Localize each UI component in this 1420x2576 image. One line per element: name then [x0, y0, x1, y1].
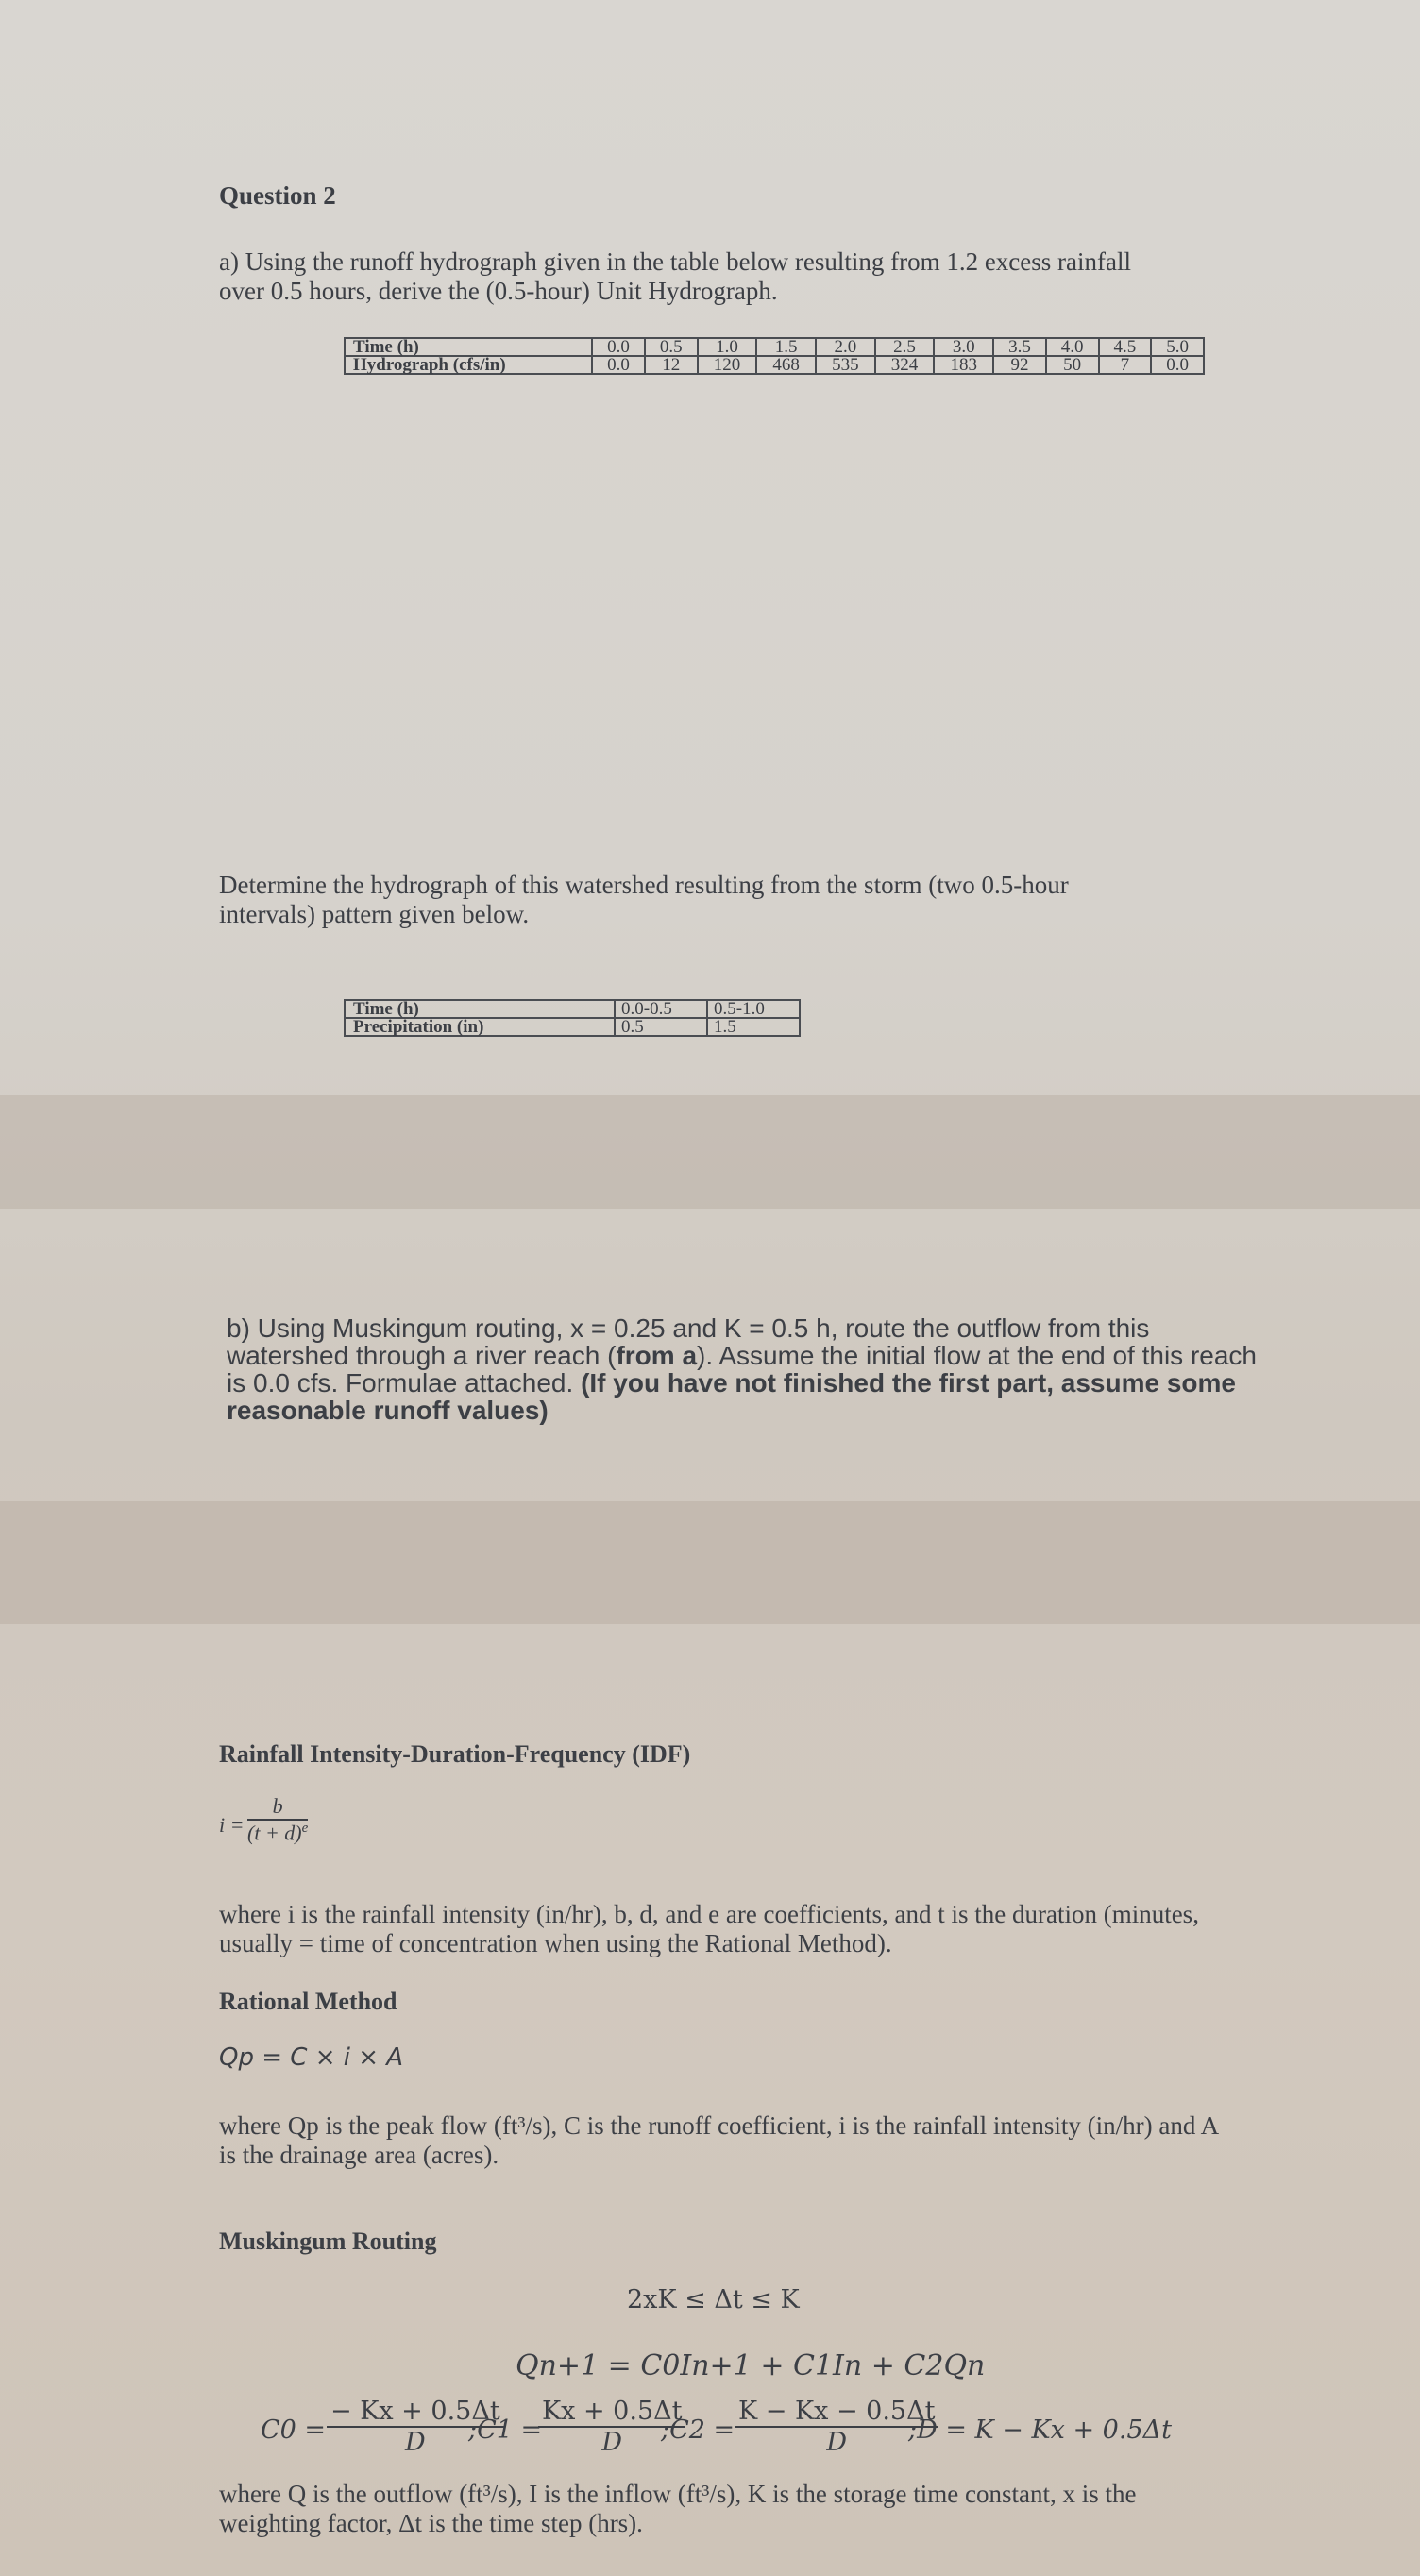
part-b-text [227, 1314, 1257, 1424]
precipitation-header: Precipitation (in) [345, 1018, 615, 1036]
c2-denominator: D [826, 2428, 848, 2457]
part-a-intro-line1: a) Using the runoff hydrograph given in the table below resulting from 1.2 excess rainfall [219, 247, 1131, 276]
rational-desc-line1: where Qp is the peak flow (ft³/s), C is the runoff coefficient, i is the rainfall intensity (in/hr) and A [219, 2111, 1220, 2140]
precip-cell: 1.5 [707, 1018, 800, 1036]
precipitation-table [344, 999, 801, 1037]
time-header: Time (h) [345, 1000, 615, 1018]
time-cell: 3.5 [993, 338, 1046, 356]
idf-numerator: b [247, 1794, 308, 1821]
flow-cell: 324 [875, 356, 935, 374]
part-b-line4: reasonable runoff values) [227, 1396, 549, 1425]
rational-formula: Qp = C × i × A [219, 2043, 404, 2072]
muskingum-constraint: 2xK ≤ Δt ≤ K [627, 2285, 800, 2314]
time-header: Time (h) [345, 338, 592, 356]
idf-fraction [247, 1794, 308, 1845]
time-cell: 1.5 [756, 338, 816, 356]
table-row [345, 356, 1204, 374]
rational-desc-line2: is the drainage area (acres). [219, 2141, 499, 2169]
flow-cell: 183 [934, 356, 993, 374]
flow-cell: 535 [816, 356, 875, 374]
part-a-intro-line2: over 0.5 hours, derive the (0.5-hour) Unit Hydrograph. [219, 277, 778, 305]
part-a-intro [219, 247, 1131, 306]
flow-cell: 92 [993, 356, 1046, 374]
time-cell: 4.5 [1099, 338, 1152, 356]
time-cell: 3.0 [934, 338, 993, 356]
flow-cell: 120 [698, 356, 757, 374]
flow-cell: 12 [645, 356, 698, 374]
idf-exponent: e [301, 1821, 309, 1836]
flow-cell: 7 [1099, 356, 1152, 374]
c0-numerator: − Kx + 0.5Δt [327, 2397, 504, 2428]
part-b-line2-pre: watershed through a river reach ( [227, 1341, 617, 1370]
rational-heading: Rational Method [219, 1988, 397, 2015]
flow-cell: 50 [1046, 356, 1099, 374]
part-b-line2-bold: from a [616, 1341, 698, 1370]
idf-lhs: i = [219, 1813, 245, 1837]
part-b-line2-post: ). Assume the initial flow at the end of this reach [697, 1341, 1257, 1370]
c1-denominator: D [601, 2428, 623, 2457]
muskingum-desc-line1: where Q is the outflow (ft³/s), I is the inflow (ft³/s), K is the storage time constant, x is the [219, 2480, 1137, 2508]
table-row [345, 338, 1204, 356]
paper-shadow-band [0, 1501, 1420, 1624]
flow-cell: 0.0 [1151, 356, 1204, 374]
table-row [345, 1000, 800, 1018]
flow-cell: 0.0 [592, 356, 645, 374]
rational-description [219, 2111, 1219, 2170]
d-definition: ;D = K − Kx + 0.5Δt [908, 2415, 1172, 2445]
time-cell: 2.0 [816, 338, 875, 356]
muskingum-desc-line2: weighting factor, Δt is the time step (hrs). [219, 2509, 643, 2537]
hydrograph-header: Hydrograph (cfs/in) [345, 356, 592, 374]
idf-desc-line2: usually = time of concentration when using the Rational Method). [219, 1929, 892, 1957]
idf-heading: Rainfall Intensity-Duration-Frequency (IDF) [219, 1740, 691, 1768]
time-cell: 5.0 [1151, 338, 1204, 356]
determine-line1: Determine the hydrograph of this watershed resulting from the storm (two 0.5-hour [219, 871, 1069, 899]
question-title: Question 2 [219, 181, 336, 210]
part-b-line2 [227, 1342, 1257, 1369]
c2-label: ;C2 = [661, 2415, 735, 2445]
idf-description [219, 1900, 1199, 1958]
idf-desc-line1: where i is the rainfall intensity (in/hr), b, d, and e are coefficients, and t is the duration (minutes, [219, 1900, 1199, 1928]
c2-numerator: K − Kx − 0.5Δt [735, 2397, 938, 2428]
part-b-line3 [227, 1369, 1257, 1397]
hydrograph-table [344, 337, 1205, 375]
time-cell: 1.0 [698, 338, 757, 356]
time-cell: 0.0 [592, 338, 645, 356]
determine-text [219, 871, 1069, 929]
precip-cell: 0.5 [615, 1018, 707, 1036]
c0-denominator: D [405, 2428, 426, 2457]
c1-label: ;C1 = [468, 2415, 543, 2445]
c0-label: C0 = [261, 2415, 327, 2445]
interval-cell: 0.0-0.5 [615, 1000, 707, 1018]
time-cell: 0.5 [645, 338, 698, 356]
interval-cell: 0.5-1.0 [707, 1000, 800, 1018]
time-cell: 2.5 [875, 338, 935, 356]
part-b-line3-bold: (If you have not finished the first part, assume some [581, 1368, 1236, 1398]
c1-numerator: Kx + 0.5Δt [538, 2397, 685, 2428]
muskingum-description [219, 2480, 1137, 2538]
table-row [345, 1018, 800, 1036]
time-cell: 4.0 [1046, 338, 1099, 356]
flow-cell: 468 [756, 356, 816, 374]
idf-denominator-base: (t + d) [247, 1821, 302, 1845]
part-b-line3-pre: is 0.0 cfs. Formulae attached. [227, 1368, 582, 1398]
determine-line2: intervals) pattern given below. [219, 900, 530, 928]
part-b-line1: b) Using Muskingum routing, x = 0.25 and K = 0.5 h, route the outflow from this [227, 1313, 1150, 1343]
muskingum-heading: Muskingum Routing [219, 2228, 437, 2255]
muskingum-routing-equation: Qn+1 = C0In+1 + C1In + C2Qn [516, 2349, 986, 2382]
paper-shadow-band [0, 1095, 1420, 1209]
idf-denominator [247, 1821, 308, 1845]
